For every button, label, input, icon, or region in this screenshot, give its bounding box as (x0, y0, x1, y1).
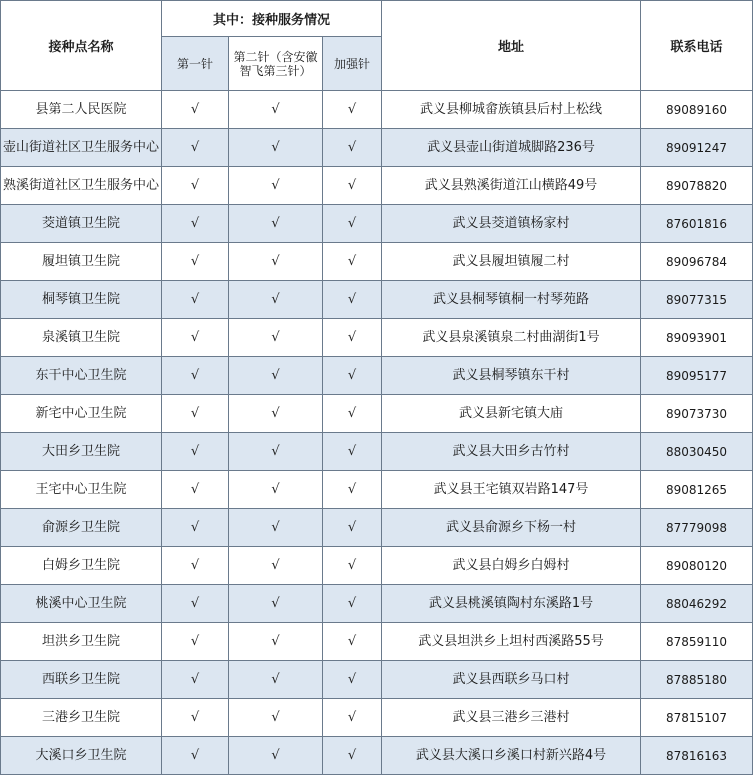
phone-cell: 87885180 (641, 661, 753, 699)
booster-check-icon: √ (323, 699, 382, 737)
table-row (1, 91, 753, 129)
table-row (1, 281, 753, 319)
booster-check-icon: √ (323, 205, 382, 243)
table-row (1, 205, 753, 243)
phone-cell: 89095177 (641, 357, 753, 395)
dose2-check-icon: √ (229, 623, 323, 661)
table-row (1, 661, 753, 699)
header-dose1: 第一针 (162, 37, 229, 91)
table-row (1, 737, 753, 775)
address-cell: 武义县大田乡古竹村 (382, 433, 641, 471)
booster-check-icon: √ (323, 91, 382, 129)
booster-check-icon: √ (323, 319, 382, 357)
header-site-name: 接种点名称 (1, 1, 162, 91)
phone-cell: 87779098 (641, 509, 753, 547)
site-name-cell: 俞源乡卫生院 (1, 509, 162, 547)
phone-cell: 89093901 (641, 319, 753, 357)
address-cell: 武义县三港乡三港村 (382, 699, 641, 737)
booster-check-icon: √ (323, 509, 382, 547)
header-address: 地址 (382, 1, 641, 91)
dose2-check-icon: √ (229, 129, 323, 167)
site-name-cell: 桐琴镇卫生院 (1, 281, 162, 319)
booster-check-icon: √ (323, 623, 382, 661)
address-cell: 武义县新宅镇大庙 (382, 395, 641, 433)
site-name-cell: 白姆乡卫生院 (1, 547, 162, 585)
booster-check-icon: √ (323, 357, 382, 395)
booster-check-icon: √ (323, 395, 382, 433)
dose1-check-icon: √ (162, 509, 229, 547)
table-row (1, 243, 753, 281)
dose1-check-icon: √ (162, 433, 229, 471)
address-cell: 武义县大溪口乡溪口村新兴路4号 (382, 737, 641, 775)
dose1-check-icon: √ (162, 547, 229, 585)
booster-check-icon: √ (323, 737, 382, 775)
address-cell: 武义县桐琴镇桐一村琴苑路 (382, 281, 641, 319)
address-cell: 武义县王宅镇双岩路147号 (382, 471, 641, 509)
site-name-cell: 大田乡卫生院 (1, 433, 162, 471)
address-cell: 武义县壶山街道城脚路236号 (382, 129, 641, 167)
phone-cell: 89089160 (641, 91, 753, 129)
site-name-cell: 熟溪街道社区卫生服务中心 (1, 167, 162, 205)
dose2-check-icon: √ (229, 319, 323, 357)
dose2-check-icon: √ (229, 395, 323, 433)
dose1-check-icon: √ (162, 699, 229, 737)
table-row (1, 471, 753, 509)
booster-check-icon: √ (323, 243, 382, 281)
dose1-check-icon: √ (162, 205, 229, 243)
dose2-check-icon: √ (229, 433, 323, 471)
booster-check-icon: √ (323, 661, 382, 699)
table-row (1, 585, 753, 623)
table-row (1, 167, 753, 205)
site-name-cell: 壶山街道社区卫生服务中心 (1, 129, 162, 167)
phone-cell: 89080120 (641, 547, 753, 585)
table-row (1, 547, 753, 585)
phone-cell: 87859110 (641, 623, 753, 661)
site-name-cell: 坦洪乡卫生院 (1, 623, 162, 661)
address-cell: 武义县西联乡马口村 (382, 661, 641, 699)
address-cell: 武义县桃溪镇陶村东溪路1号 (382, 585, 641, 623)
dose2-check-icon: √ (229, 167, 323, 205)
dose1-check-icon: √ (162, 357, 229, 395)
dose1-check-icon: √ (162, 281, 229, 319)
dose2-check-icon: √ (229, 699, 323, 737)
dose2-check-icon: √ (229, 243, 323, 281)
table-row (1, 623, 753, 661)
phone-cell: 89096784 (641, 243, 753, 281)
dose1-check-icon: √ (162, 471, 229, 509)
phone-cell: 89081265 (641, 471, 753, 509)
address-cell: 武义县茭道镇杨家村 (382, 205, 641, 243)
header-service-group: 其中：接种服务情况 (162, 1, 382, 37)
header-booster: 加强针 (323, 37, 382, 91)
booster-check-icon: √ (323, 471, 382, 509)
phone-cell: 87816163 (641, 737, 753, 775)
address-cell: 武义县桐琴镇东干村 (382, 357, 641, 395)
dose1-check-icon: √ (162, 167, 229, 205)
dose2-check-icon: √ (229, 509, 323, 547)
booster-check-icon: √ (323, 585, 382, 623)
dose1-check-icon: √ (162, 91, 229, 129)
site-name-cell: 三港乡卫生院 (1, 699, 162, 737)
phone-cell: 87815107 (641, 699, 753, 737)
dose1-check-icon: √ (162, 737, 229, 775)
header-phone: 联系电话 (641, 1, 753, 91)
dose2-check-icon: √ (229, 585, 323, 623)
dose2-check-icon: √ (229, 471, 323, 509)
address-cell: 武义县柳城畲族镇县后村上松线 (382, 91, 641, 129)
phone-cell: 88046292 (641, 585, 753, 623)
address-cell: 武义县白姆乡白姆村 (382, 547, 641, 585)
phone-cell: 88030450 (641, 433, 753, 471)
site-name-cell: 泉溪镇卫生院 (1, 319, 162, 357)
dose1-check-icon: √ (162, 585, 229, 623)
site-name-cell: 王宅中心卫生院 (1, 471, 162, 509)
site-name-cell: 东干中心卫生院 (1, 357, 162, 395)
table-row (1, 357, 753, 395)
address-cell: 武义县熟溪街道江山横路49号 (382, 167, 641, 205)
dose1-check-icon: √ (162, 243, 229, 281)
booster-check-icon: √ (323, 281, 382, 319)
site-name-cell: 桃溪中心卫生院 (1, 585, 162, 623)
phone-cell: 89091247 (641, 129, 753, 167)
site-name-cell: 履坦镇卫生院 (1, 243, 162, 281)
table-row (1, 433, 753, 471)
site-name-cell: 茭道镇卫生院 (1, 205, 162, 243)
table-row (1, 319, 753, 357)
booster-check-icon: √ (323, 167, 382, 205)
phone-cell: 89077315 (641, 281, 753, 319)
address-cell: 武义县履坦镇履二村 (382, 243, 641, 281)
dose2-check-icon: √ (229, 281, 323, 319)
site-name-cell: 新宅中心卫生院 (1, 395, 162, 433)
table-row (1, 509, 753, 547)
dose2-check-icon: √ (229, 357, 323, 395)
address-cell: 武义县坦洪乡上坦村西溪路55号 (382, 623, 641, 661)
table-row (1, 395, 753, 433)
booster-check-icon: √ (323, 433, 382, 471)
dose1-check-icon: √ (162, 319, 229, 357)
address-cell: 武义县俞源乡下杨一村 (382, 509, 641, 547)
site-name-cell: 西联乡卫生院 (1, 661, 162, 699)
site-name-cell: 县第二人民医院 (1, 91, 162, 129)
dose2-check-icon: √ (229, 205, 323, 243)
dose1-check-icon: √ (162, 395, 229, 433)
dose2-check-icon: √ (229, 91, 323, 129)
table-row (1, 699, 753, 737)
dose2-check-icon: √ (229, 737, 323, 775)
dose1-check-icon: √ (162, 129, 229, 167)
phone-cell: 89073730 (641, 395, 753, 433)
dose1-check-icon: √ (162, 661, 229, 699)
dose1-check-icon: √ (162, 623, 229, 661)
site-name-cell: 大溪口乡卫生院 (1, 737, 162, 775)
booster-check-icon: √ (323, 129, 382, 167)
dose2-check-icon: √ (229, 661, 323, 699)
dose2-check-icon: √ (229, 547, 323, 585)
phone-cell: 89078820 (641, 167, 753, 205)
table-row (1, 129, 753, 167)
address-cell: 武义县泉溪镇泉二村曲湖街1号 (382, 319, 641, 357)
booster-check-icon: √ (323, 547, 382, 585)
phone-cell: 87601816 (641, 205, 753, 243)
header-dose2: 第二针（含安徽智飞第三针） (229, 37, 323, 91)
